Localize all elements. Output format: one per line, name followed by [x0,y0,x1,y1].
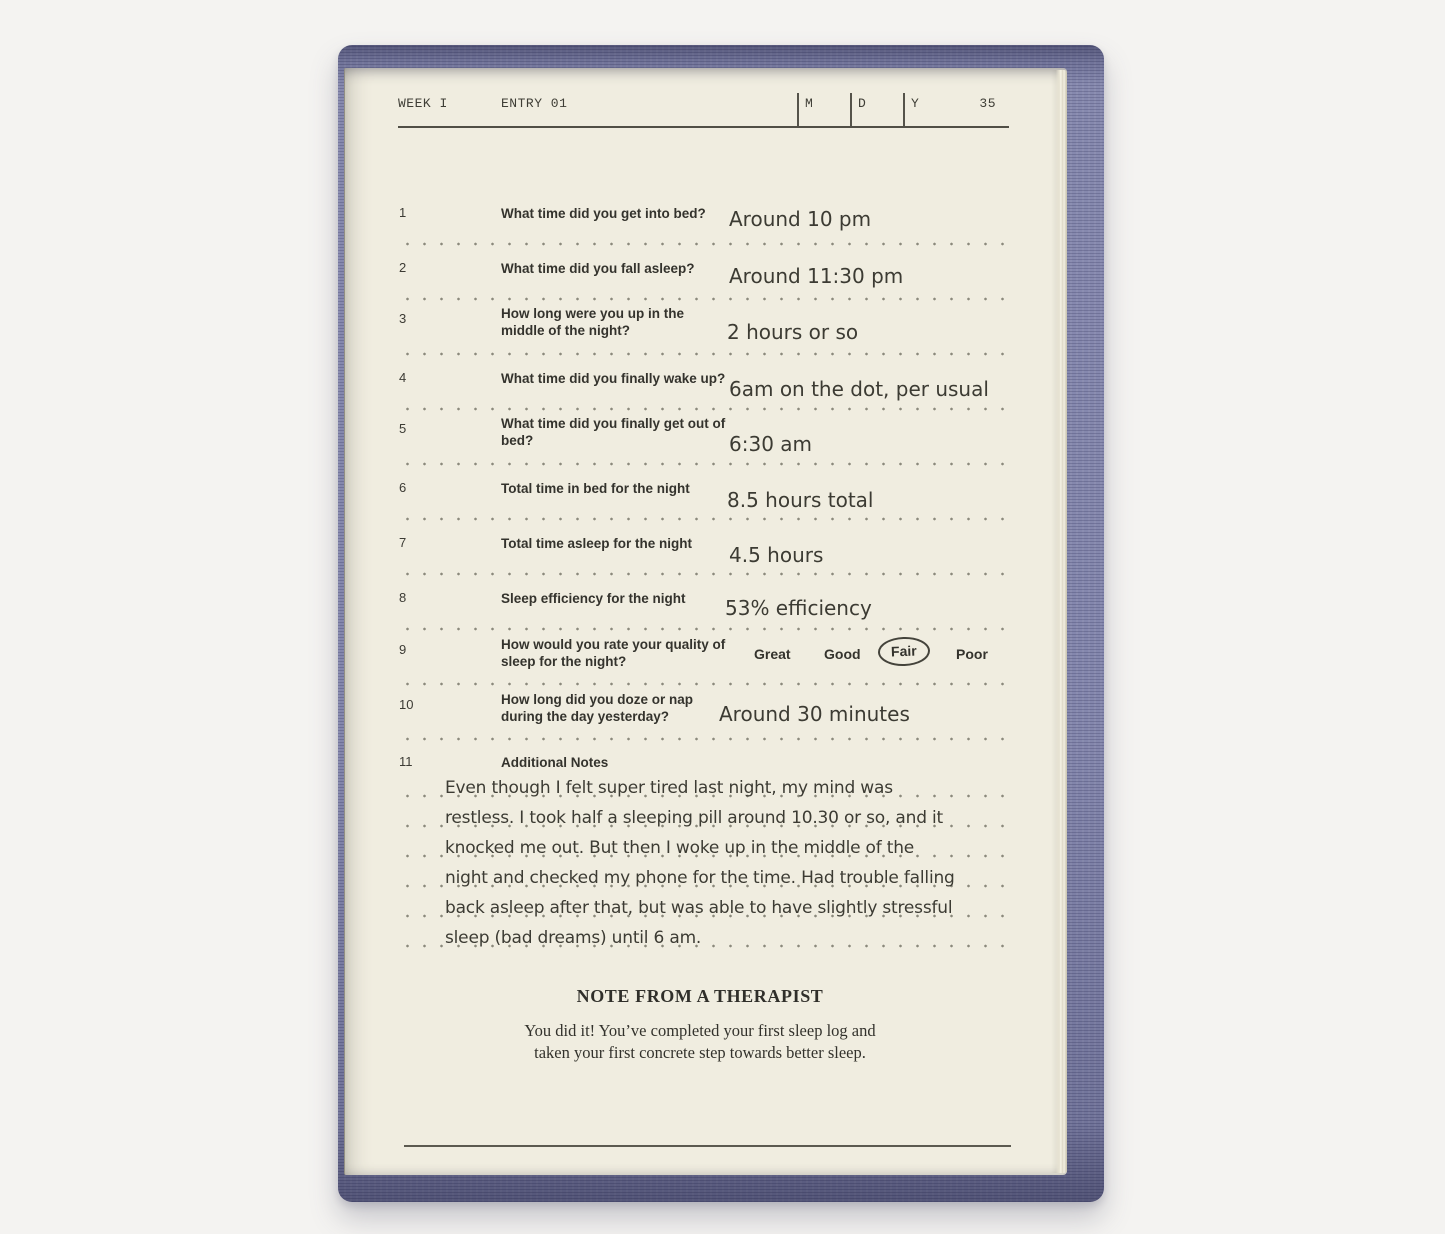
therapist-note-title: NOTE FROM A THERAPIST [576,986,824,1006]
notes-line[interactable] [399,771,1006,798]
therapist-note-line: taken your first concrete step towards better sleep. [534,1043,866,1062]
notes-line[interactable] [399,891,1006,918]
answer-text[interactable]: 4.5 hours [729,543,824,567]
footer-rule [404,1145,1011,1147]
answer-text[interactable]: 6am on the dot, per usual [729,377,989,401]
question-label: Total time in bed for the night [501,481,690,496]
notes-text: sleep (bad dreams) until 6 am. [445,928,702,948]
question-number: 5 [399,421,407,436]
question-label: Additional Notes [501,755,609,770]
notes-line[interactable] [399,801,1006,828]
dotted-line [399,737,1006,741]
answer-text[interactable]: 53% efficiency [725,596,872,620]
question-number: 9 [399,642,407,657]
rating-option-good[interactable]: Good [824,646,861,662]
header-rule [398,126,1009,128]
question-label: What time did you finally wake up? [501,371,726,386]
therapist-note-line: You did it! You’ve completed your first sleep log and [524,1021,876,1040]
answer-text[interactable]: Around 10 pm [729,207,872,231]
notes-text: night and checked my phone for the time. Had trouble falling [445,868,955,888]
notes-line[interactable] [399,921,1006,948]
dotted-line [399,462,1006,466]
notes-text: Even though I felt super tired last night, my mind was [445,778,893,798]
question-label: How long did you doze or nap during the day yesterday? [501,692,693,724]
notes-line[interactable] [399,831,1006,858]
notes-text: knocked me out. But then I woke up in the middle of the [445,838,915,858]
page-number: 35 [979,96,996,111]
day-field-tick [850,93,852,127]
notes-text: restless. I took half a sleeping pill around 10.30 or so, and it [445,808,943,828]
question-label: What time did you finally get out of bed? [501,416,726,448]
dotted-line [399,242,1006,246]
answer-text[interactable]: 8.5 hours total [727,488,874,512]
question-number: 1 [399,205,407,220]
question-label: What time did you get into bed? [501,206,706,221]
question-number: 11 [399,754,413,769]
notes-text: back asleep after that, but was able to have slightly stressful [445,898,953,918]
therapist-note-body [394,1020,1006,1064]
question-label: How long were you up in the middle of the night? [501,306,685,338]
question-number: 2 [399,260,407,275]
dotted-line [399,407,1006,411]
entry-label: ENTRY 01 [501,96,568,111]
dotted-line [399,297,1006,301]
notes-line[interactable] [399,861,1006,888]
journal-page [344,68,1067,1175]
week-label: WEEK I [398,96,448,111]
rating-option-poor[interactable]: Poor [956,646,988,662]
day-field-label[interactable]: D [858,96,867,111]
month-field-label[interactable]: M [805,96,814,111]
question-number: 8 [399,590,407,605]
question-label: Sleep efficiency for the night [501,591,686,606]
question-label: What time did you fall asleep? [501,261,695,276]
answer-text[interactable]: 2 hours or so [727,320,859,344]
answer-text[interactable]: 6:30 am [729,432,813,456]
answer-text[interactable]: Around 30 minutes [719,702,910,726]
question-number: 10 [399,697,414,712]
month-field-tick [797,93,799,127]
dotted-line [399,517,1006,521]
year-field-tick [903,93,905,127]
question-number: 7 [399,535,407,550]
question-number: 3 [399,311,407,326]
question-label: How would you rate your quality of sleep for the night? [501,637,726,669]
rating-option-fair-selected[interactable]: Fair [878,636,931,667]
dotted-line [399,352,1006,356]
question-number: 6 [399,480,407,495]
dotted-line [399,572,1006,576]
page-stack-edge [1051,70,1067,1173]
year-field-label[interactable]: Y [911,96,920,111]
dotted-line [399,627,1006,631]
dotted-line [399,682,1006,686]
answer-text[interactable]: Around 11:30 pm [729,264,904,288]
question-label: Total time asleep for the night [501,536,693,551]
question-number: 4 [399,370,407,385]
rating-option-great[interactable]: Great [754,646,791,662]
